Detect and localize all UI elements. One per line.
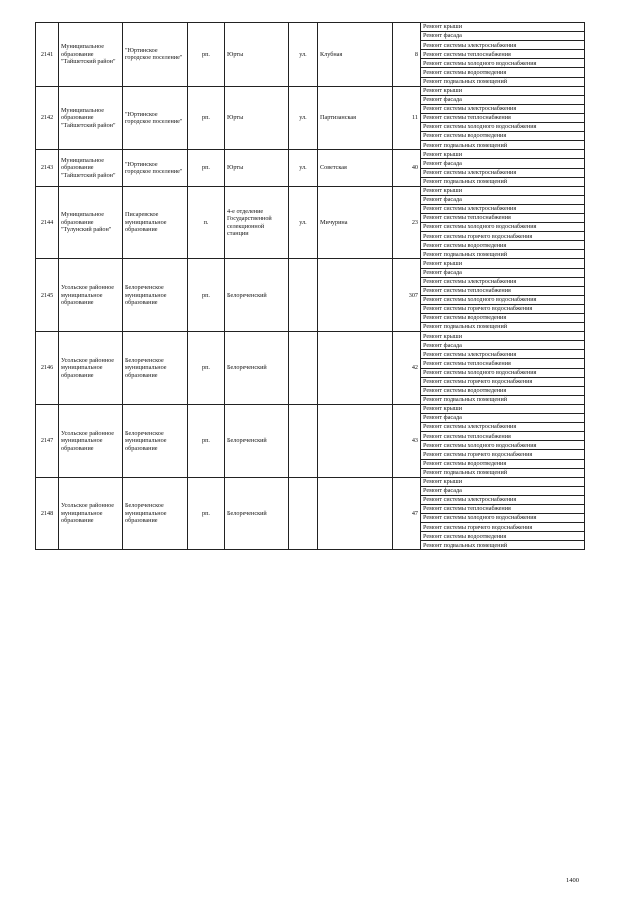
house-number-cell: 43 bbox=[393, 404, 421, 477]
street-type-cell: ул. bbox=[289, 186, 318, 259]
locality-type-cell: рп. bbox=[188, 86, 225, 150]
settlement-cell: Белореченское муниципальное образование bbox=[123, 477, 188, 550]
repair-work-item: Ремонт крыши bbox=[421, 86, 585, 95]
locality-type-cell: рп. bbox=[188, 259, 225, 332]
repair-work-item: Ремонт системы электроснабжения bbox=[421, 495, 585, 504]
repair-work-item: Ремонт фасада bbox=[421, 414, 585, 423]
repair-work-item: Ремонт системы теплоснабжения bbox=[421, 50, 585, 59]
repair-work-item: Ремонт системы водоотведения bbox=[421, 314, 585, 323]
repair-work-item: Ремонт системы электроснабжения bbox=[421, 204, 585, 213]
locality-type-cell: рп. bbox=[188, 332, 225, 405]
repair-work-item: Ремонт системы горячего водоснабжения bbox=[421, 523, 585, 532]
street-type-cell: ул. bbox=[289, 23, 318, 87]
table-row bbox=[36, 404, 585, 413]
repair-work-item: Ремонт системы теплоснабжения bbox=[421, 286, 585, 295]
settlement-cell: Писаревское муниципальное образование bbox=[123, 186, 188, 259]
repair-work-item: Ремонт системы холодного водоснабжения bbox=[421, 368, 585, 377]
repair-work-item: Ремонт системы горячего водоснабжения bbox=[421, 377, 585, 386]
record-number: 2144 bbox=[36, 186, 59, 259]
settlement-cell: "Юртинское городское поселение" bbox=[123, 86, 188, 150]
settlement-cell: "Юртинское городское поселение" bbox=[123, 23, 188, 87]
repair-work-item: Ремонт системы теплоснабжения bbox=[421, 359, 585, 368]
house-number-cell: 8 bbox=[393, 23, 421, 87]
repair-work-item: Ремонт системы водоотведения bbox=[421, 459, 585, 468]
locality-cell: Белореченский bbox=[225, 259, 289, 332]
house-number-cell: 11 bbox=[393, 86, 421, 150]
locality-cell: Юрты bbox=[225, 86, 289, 150]
table-row bbox=[36, 150, 585, 159]
street-type-cell bbox=[289, 404, 318, 477]
record-number: 2147 bbox=[36, 404, 59, 477]
municipality-cell: Муниципальное образование "Тайшетский район" bbox=[59, 23, 123, 87]
repair-work-item: Ремонт фасада bbox=[421, 32, 585, 41]
locality-type-cell: рп. bbox=[188, 23, 225, 87]
locality-type-cell: рп. bbox=[188, 404, 225, 477]
house-number-cell: 47 bbox=[393, 477, 421, 550]
repair-work-item: Ремонт фасада bbox=[421, 195, 585, 204]
repair-work-item: Ремонт подвальных помещений bbox=[421, 541, 585, 550]
settlement-cell: Белореченское муниципальное образование bbox=[123, 259, 188, 332]
table-row bbox=[36, 86, 585, 95]
repair-work-item: Ремонт крыши bbox=[421, 23, 585, 32]
repair-work-item: Ремонт системы теплоснабжения bbox=[421, 504, 585, 513]
municipality-cell: Муниципальное образование "Тайшетский район" bbox=[59, 150, 123, 186]
repair-work-item: Ремонт системы электроснабжения bbox=[421, 423, 585, 432]
locality-cell: Юрты bbox=[225, 23, 289, 87]
street-cell: Клубная bbox=[318, 23, 393, 87]
repair-work-item: Ремонт системы холодного водоснабжения bbox=[421, 223, 585, 232]
street-type-cell: ул. bbox=[289, 150, 318, 186]
house-number-cell: 40 bbox=[393, 150, 421, 186]
repair-work-item: Ремонт системы холодного водоснабжения bbox=[421, 514, 585, 523]
repair-work-item: Ремонт системы электроснабжения bbox=[421, 168, 585, 177]
street-type-cell bbox=[289, 259, 318, 332]
street-type-cell: ул. bbox=[289, 86, 318, 150]
table-body bbox=[36, 23, 585, 550]
repair-work-item: Ремонт крыши bbox=[421, 332, 585, 341]
repair-work-item: Ремонт системы холодного водоснабжения bbox=[421, 59, 585, 68]
repair-work-item: Ремонт подвальных помещений bbox=[421, 395, 585, 404]
repair-work-item: Ремонт системы водоотведения bbox=[421, 68, 585, 77]
locality-cell: Белореченский bbox=[225, 477, 289, 550]
record-number: 2143 bbox=[36, 150, 59, 186]
municipality-cell: Усольское районное муниципальное образование bbox=[59, 332, 123, 405]
repair-work-item: Ремонт системы горячего водоснабжения bbox=[421, 450, 585, 459]
repair-work-item: Ремонт крыши bbox=[421, 404, 585, 413]
locality-type-cell: рп. bbox=[188, 477, 225, 550]
repair-program-table bbox=[35, 22, 585, 550]
repair-work-item: Ремонт системы горячего водоснабжения bbox=[421, 232, 585, 241]
street-cell: Партизанская bbox=[318, 86, 393, 150]
repair-work-item: Ремонт системы водоотведения bbox=[421, 241, 585, 250]
house-number-cell: 307 bbox=[393, 259, 421, 332]
repair-work-item: Ремонт крыши bbox=[421, 259, 585, 268]
municipality-cell: Муниципальное образование "Тайшетский район" bbox=[59, 86, 123, 150]
locality-cell: Белореченский bbox=[225, 404, 289, 477]
repair-work-item: Ремонт системы холодного водоснабжения bbox=[421, 441, 585, 450]
municipality-cell: Усольское районное муниципальное образование bbox=[59, 404, 123, 477]
table-row bbox=[36, 186, 585, 195]
locality-cell: 4-е отделение Государственной селекционной станции bbox=[225, 186, 289, 259]
table-row bbox=[36, 477, 585, 486]
house-number-cell: 23 bbox=[393, 186, 421, 259]
repair-work-item: Ремонт фасада bbox=[421, 486, 585, 495]
street-cell bbox=[318, 404, 393, 477]
repair-work-item: Ремонт фасада bbox=[421, 268, 585, 277]
record-number: 2141 bbox=[36, 23, 59, 87]
repair-work-item: Ремонт системы водоотведения bbox=[421, 532, 585, 541]
repair-work-item: Ремонт системы электроснабжения bbox=[421, 41, 585, 50]
repair-work-item: Ремонт фасада bbox=[421, 95, 585, 104]
street-cell bbox=[318, 332, 393, 405]
repair-work-item: Ремонт подвальных помещений bbox=[421, 177, 585, 186]
street-type-cell bbox=[289, 332, 318, 405]
repair-work-item: Ремонт подвальных помещений bbox=[421, 77, 585, 86]
repair-work-item: Ремонт системы холодного водоснабжения bbox=[421, 123, 585, 132]
repair-work-item: Ремонт системы электроснабжения bbox=[421, 277, 585, 286]
repair-work-item: Ремонт системы водоотведения bbox=[421, 386, 585, 395]
record-number: 2148 bbox=[36, 477, 59, 550]
record-number: 2145 bbox=[36, 259, 59, 332]
settlement-cell: "Юртинское городское поселение" bbox=[123, 150, 188, 186]
settlement-cell: Белореченское муниципальное образование bbox=[123, 404, 188, 477]
repair-work-item: Ремонт фасада bbox=[421, 341, 585, 350]
record-number: 2142 bbox=[36, 86, 59, 150]
repair-work-item: Ремонт подвальных помещений bbox=[421, 250, 585, 259]
municipality-cell: Усольское районное муниципальное образование bbox=[59, 477, 123, 550]
municipality-cell: Муниципальное образование "Тулунский район" bbox=[59, 186, 123, 259]
street-cell bbox=[318, 259, 393, 332]
table-row bbox=[36, 332, 585, 341]
repair-work-item: Ремонт системы электроснабжения bbox=[421, 104, 585, 113]
repair-work-item: Ремонт системы теплоснабжения bbox=[421, 113, 585, 122]
repair-work-item: Ремонт фасада bbox=[421, 159, 585, 168]
street-type-cell bbox=[289, 477, 318, 550]
locality-cell: Белореченский bbox=[225, 332, 289, 405]
repair-work-item: Ремонт системы электроснабжения bbox=[421, 350, 585, 359]
settlement-cell: Белореченское муниципальное образование bbox=[123, 332, 188, 405]
repair-work-item: Ремонт крыши bbox=[421, 477, 585, 486]
street-cell: Советская bbox=[318, 150, 393, 186]
street-cell: Мичурина bbox=[318, 186, 393, 259]
repair-work-item: Ремонт подвальных помещений bbox=[421, 141, 585, 150]
locality-cell: Юрты bbox=[225, 150, 289, 186]
repair-work-item: Ремонт крыши bbox=[421, 150, 585, 159]
table-row bbox=[36, 23, 585, 32]
house-number-cell: 42 bbox=[393, 332, 421, 405]
page-number: 1400 bbox=[566, 877, 579, 884]
repair-work-item: Ремонт подвальных помещений bbox=[421, 468, 585, 477]
repair-work-item: Ремонт системы теплоснабжения bbox=[421, 432, 585, 441]
municipality-cell: Усольское районное муниципальное образование bbox=[59, 259, 123, 332]
repair-work-item: Ремонт подвальных помещений bbox=[421, 323, 585, 332]
street-cell bbox=[318, 477, 393, 550]
repair-work-item: Ремонт системы горячего водоснабжения bbox=[421, 304, 585, 313]
repair-work-item: Ремонт крыши bbox=[421, 186, 585, 195]
repair-work-item: Ремонт системы водоотведения bbox=[421, 132, 585, 141]
repair-work-item: Ремонт системы теплоснабжения bbox=[421, 213, 585, 222]
locality-type-cell: п. bbox=[188, 186, 225, 259]
locality-type-cell: рп. bbox=[188, 150, 225, 186]
table-row bbox=[36, 259, 585, 268]
record-number: 2146 bbox=[36, 332, 59, 405]
repair-work-item: Ремонт системы холодного водоснабжения bbox=[421, 295, 585, 304]
